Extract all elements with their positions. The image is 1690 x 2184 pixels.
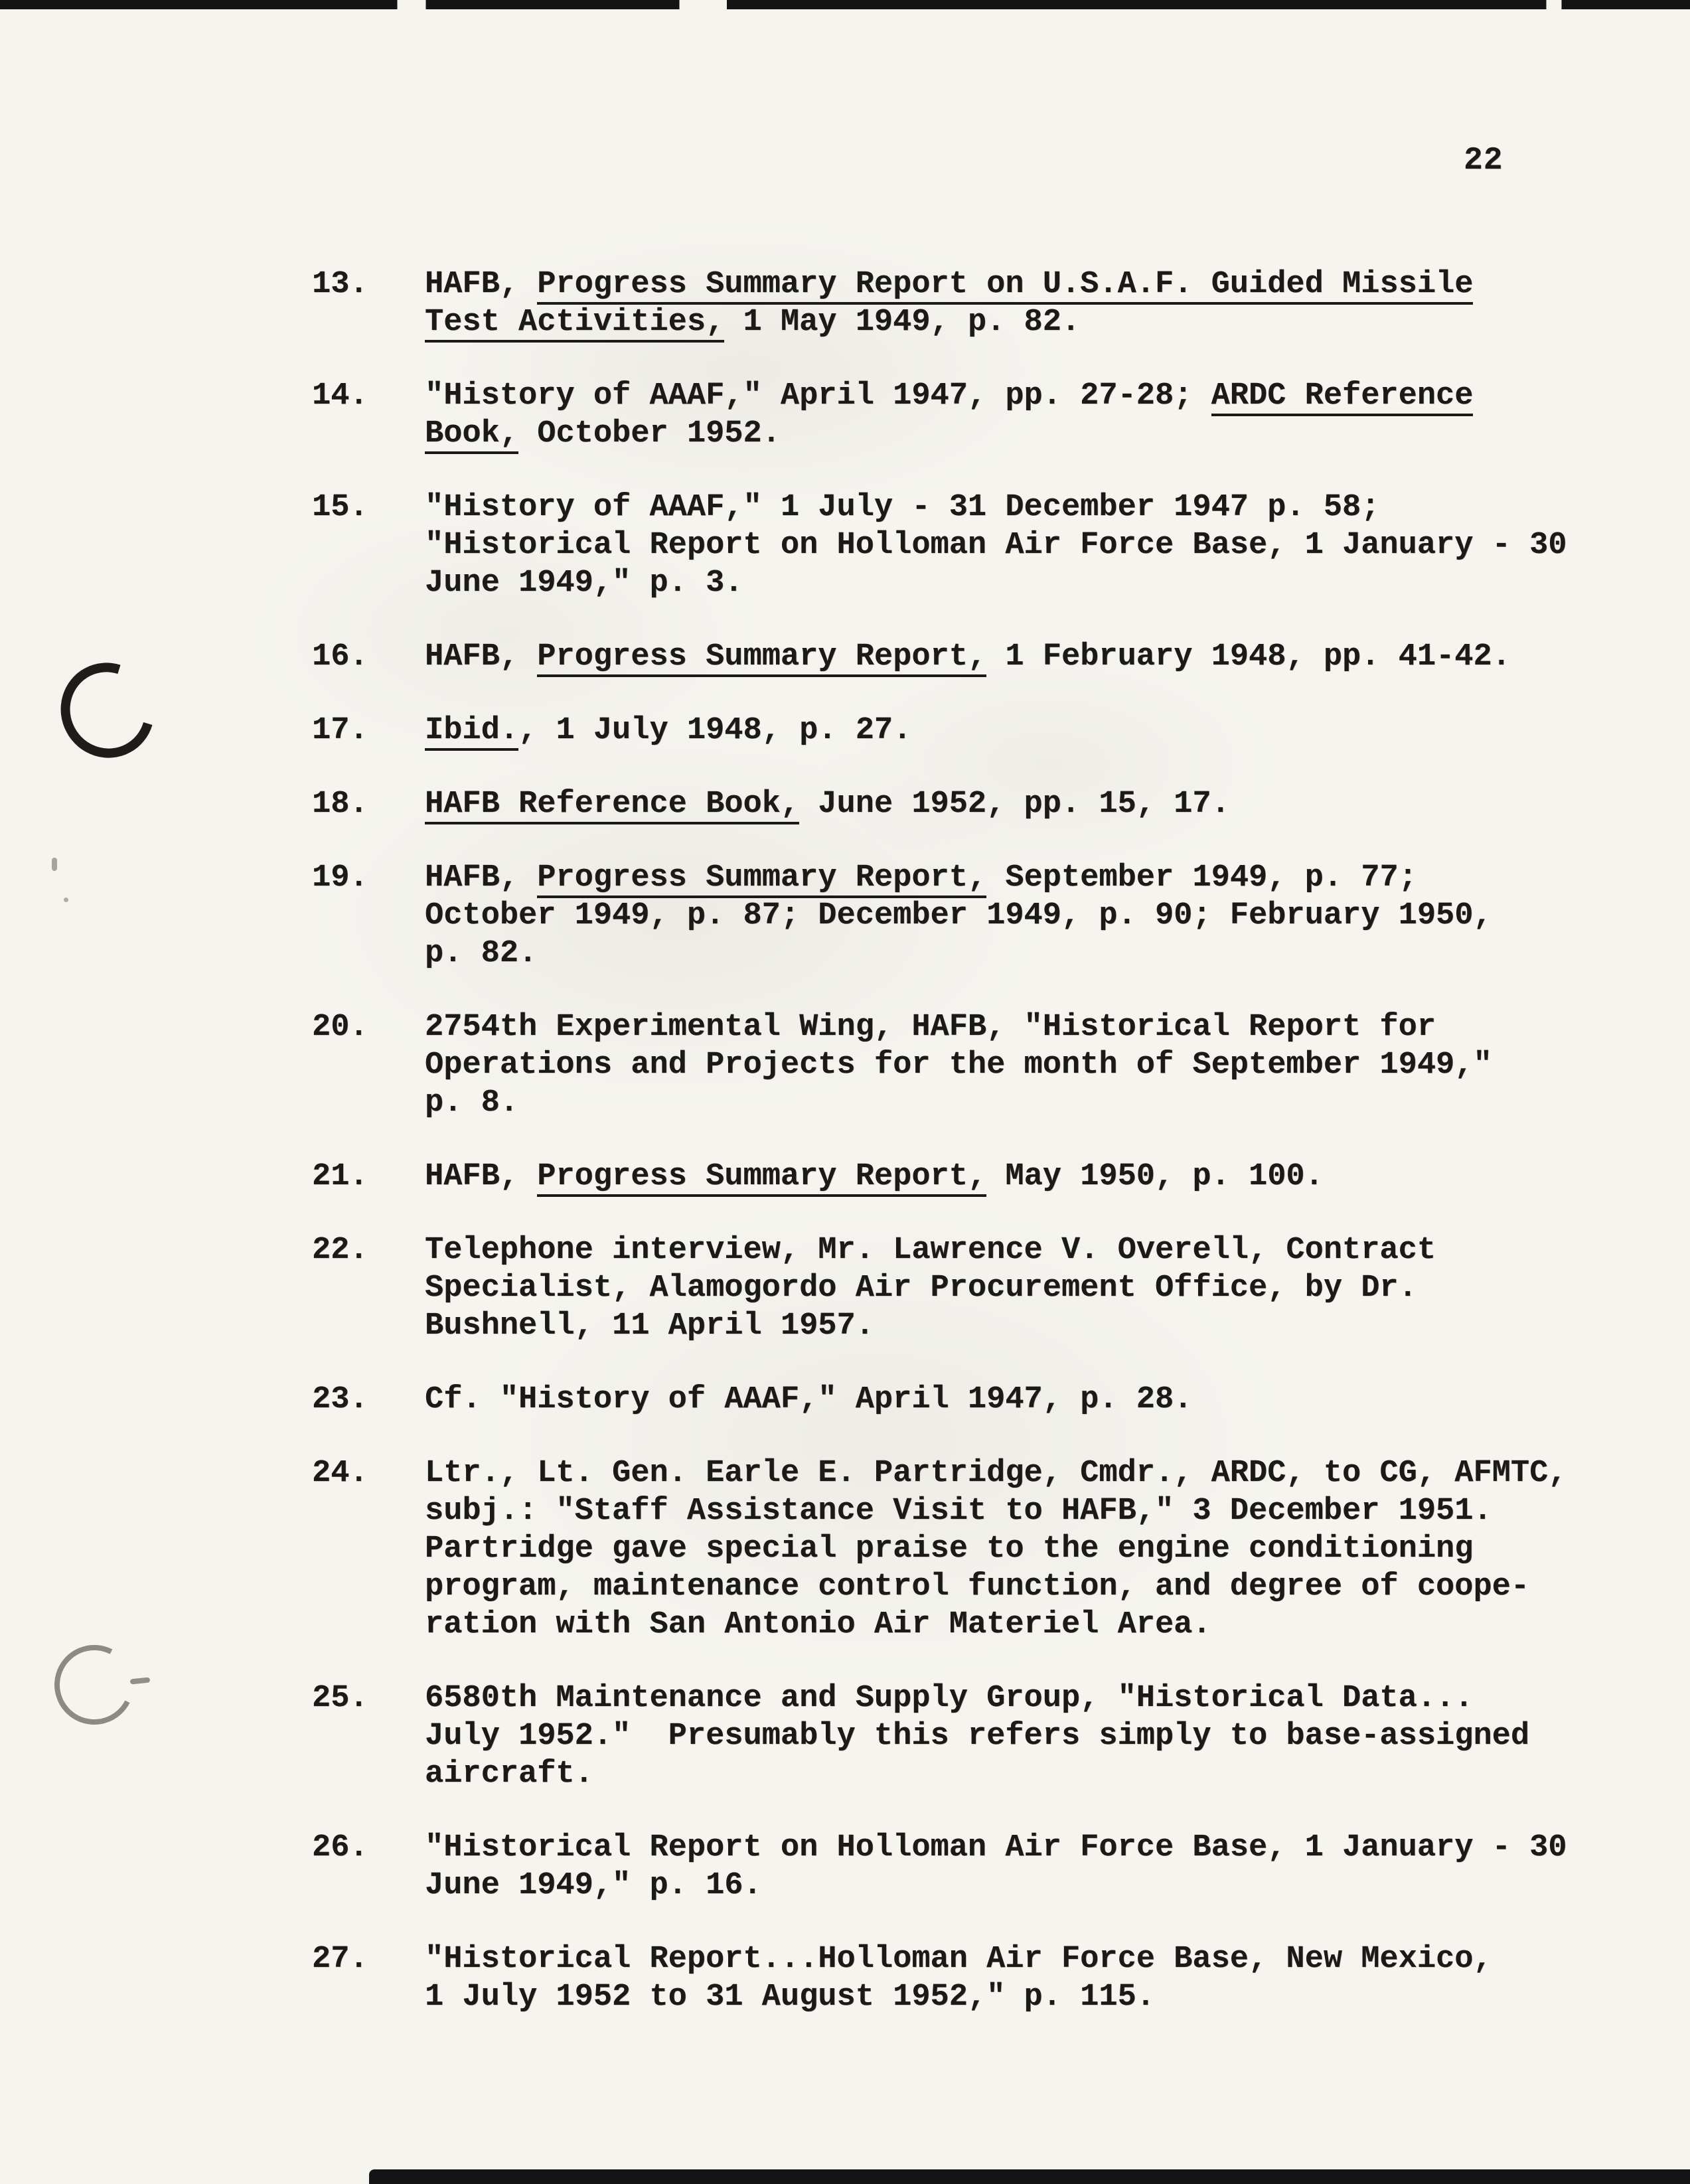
footnote-number: 27. [312, 1942, 368, 1977]
footnote-line [425, 1231, 1633, 1269]
text-segment: "History of AAAF," 1 July - 31 December 1947 p. 58; [425, 490, 1380, 525]
underlined-citation: Progress Summary Report, [537, 860, 986, 898]
text-segment: , 1 July 1948, p. 27. [518, 713, 912, 748]
text-segment: June 1949," p. 16. [425, 1868, 762, 1903]
footnote-item [312, 266, 1633, 341]
hole-punch-mark-bottom [44, 1634, 144, 1735]
footnote-number: 18. [312, 787, 368, 822]
footnote-number: 17. [312, 713, 368, 748]
page-number: 22 [1464, 143, 1503, 179]
underlined-citation: Test Activities, [425, 305, 724, 343]
footnote-line [425, 859, 1633, 897]
footnote-line [425, 415, 1633, 453]
scan-edge-artifact-bottom [369, 2169, 1690, 2184]
footnote-line [425, 897, 1633, 935]
footnote-text [425, 638, 1633, 676]
footnote-number: 21. [312, 1159, 368, 1194]
footnote-item [312, 1008, 1633, 1122]
text-segment: Bushnell, 11 April 1957. [425, 1308, 874, 1344]
text-segment: May 1950, p. 100. [986, 1159, 1324, 1194]
underlined-citation: Book, [425, 416, 518, 454]
footnote-text [425, 377, 1633, 453]
footnote-text [425, 1454, 1633, 1644]
text-segment: program, maintenance control function, and degree of coope- [425, 1569, 1530, 1604]
footnote-line [425, 1755, 1633, 1793]
footnote-list [312, 266, 1633, 2052]
text-segment: Partridge gave special praise to the engine conditioning [425, 1531, 1474, 1567]
footnote-text [425, 1008, 1633, 1122]
footnote-number: 26. [312, 1830, 368, 1865]
footnote-line [425, 1492, 1633, 1530]
footnote-item [312, 377, 1633, 453]
footnote-item [312, 785, 1633, 823]
footnote-text [425, 266, 1633, 341]
underlined-citation: HAFB Reference Book, [425, 787, 799, 824]
footnote-item [312, 1679, 1633, 1793]
footnote-line [425, 1867, 1633, 1905]
text-segment: "Historical Report on Holloman Air Force Base, 1 January - 30 [425, 1830, 1567, 1865]
footnote-item [312, 1231, 1633, 1345]
footnote-line [425, 1307, 1633, 1345]
footnote-item [312, 1158, 1633, 1196]
footnote-number: 14. [312, 378, 368, 414]
text-segment: 1 July 1952 to 31 August 1952," p. 115. [425, 1980, 1155, 2015]
text-segment: HAFB, [425, 639, 538, 674]
footnote-line [425, 564, 1633, 602]
underlined-citation: Progress Summary Report, [537, 639, 986, 677]
hole-punch-mark-top [44, 647, 171, 775]
footnote-item [312, 1381, 1633, 1419]
underlined-citation: Ibid. [425, 713, 518, 751]
footnote-text [425, 1679, 1633, 1793]
footnote-line [425, 1269, 1633, 1307]
footnote-line [425, 712, 1633, 749]
text-segment: HAFB, [425, 267, 538, 302]
footnote-line [425, 1829, 1633, 1867]
footnote-item [312, 489, 1633, 602]
footnote-line [425, 1158, 1633, 1196]
scan-speck [64, 897, 68, 902]
scan-edge-artifact-top [0, 0, 1690, 9]
footnote-line [425, 1568, 1633, 1606]
footnote-text [425, 1940, 1633, 2016]
underlined-citation: Progress Summary Report on U.S.A.F. Guided Missile [537, 267, 1473, 305]
text-segment: p. 8. [425, 1085, 519, 1121]
text-segment: Specialist, Alamogordo Air Procurement Office, by Dr. [425, 1271, 1417, 1306]
footnote-text [425, 712, 1633, 749]
underlined-citation: Progress Summary Report, [537, 1159, 986, 1197]
text-segment: October 1949, p. 87; December 1949, p. 90; February 1950, [425, 898, 1492, 933]
footnote-line [425, 377, 1633, 415]
text-segment: 6580th Maintenance and Supply Group, "Historical Data... [425, 1681, 1474, 1716]
footnote-text [425, 859, 1633, 973]
text-segment: HAFB, [425, 1159, 538, 1194]
underlined-citation: ARDC Reference [1211, 378, 1474, 416]
text-segment: 1 May 1949, p. 82. [724, 305, 1081, 340]
footnote-line [425, 1454, 1633, 1492]
footnote-line [425, 935, 1633, 973]
text-segment: "History of AAAF," April 1947, pp. 27-28; [425, 378, 1211, 414]
footnote-line [425, 1381, 1633, 1419]
footnote-item [312, 1940, 1633, 2016]
text-segment: October 1952. [518, 416, 781, 451]
text-segment: HAFB, [425, 860, 538, 896]
text-segment: p. 82. [425, 936, 538, 971]
footnote-line [425, 1606, 1633, 1644]
footnote-line [425, 1679, 1633, 1717]
footnote-number: 16. [312, 639, 368, 674]
footnote-text [425, 785, 1633, 823]
text-segment: Ltr., Lt. Gen. Earle E. Partridge, Cmdr., ARDC, to CG, AFMTC, [425, 1456, 1567, 1491]
footnote-line [425, 785, 1633, 823]
text-segment: June 1949," p. 3. [425, 566, 743, 601]
text-segment: July 1952." Presumably this refers simply to base-assigned [425, 1719, 1530, 1754]
footnote-line [425, 1046, 1633, 1084]
text-segment: "Historical Report on Holloman Air Force Base, 1 January - 30 [425, 528, 1567, 563]
footnote-line [425, 1978, 1633, 2016]
text-segment: ration with San Antonio Air Materiel Area. [425, 1607, 1211, 1642]
text-segment: Telephone interview, Mr. Lawrence V. Overell, Contract [425, 1233, 1436, 1268]
text-segment: Operations and Projects for the month of September 1949," [425, 1048, 1492, 1083]
footnote-number: 20. [312, 1010, 368, 1045]
footnote-item [312, 1454, 1633, 1644]
footnote-line [425, 638, 1633, 676]
footnote-item [312, 859, 1633, 973]
footnote-number: 15. [312, 490, 368, 525]
footnote-number: 25. [312, 1681, 368, 1716]
footnote-line [425, 526, 1633, 564]
text-segment: subj.: "Staff Assistance Visit to HAFB," 3 December 1951. [425, 1494, 1492, 1529]
footnote-line [425, 1530, 1633, 1568]
footnote-line [425, 1940, 1633, 1978]
footnote-line [425, 1084, 1633, 1122]
text-segment: aircraft. [425, 1756, 593, 1792]
footnote-line [425, 489, 1633, 526]
footnote-text [425, 1381, 1633, 1419]
footnote-number: 13. [312, 267, 368, 302]
footnote-line [425, 1008, 1633, 1046]
footnote-text [425, 1829, 1633, 1905]
text-segment: "Historical Report...Holloman Air Force Base, New Mexico, [425, 1942, 1492, 1977]
footnote-number: 23. [312, 1382, 368, 1417]
footnote-line [425, 1717, 1633, 1755]
footnote-line [425, 266, 1633, 303]
footnote-line [425, 303, 1633, 341]
footnote-number: 24. [312, 1456, 368, 1491]
text-segment: 2754th Experimental Wing, HAFB, "Historical Report for [425, 1010, 1436, 1045]
footnote-item [312, 638, 1633, 676]
footnote-number: 22. [312, 1233, 368, 1268]
text-segment: June 1952, pp. 15, 17. [799, 787, 1230, 822]
text-segment: Cf. "History of AAAF," April 1947, p. 28. [425, 1382, 1193, 1417]
footnote-text [425, 489, 1633, 602]
footnote-number: 19. [312, 860, 368, 896]
scan-speck [52, 858, 57, 871]
footnote-text [425, 1158, 1633, 1196]
footnote-text [425, 1231, 1633, 1345]
scan-speck [130, 1677, 151, 1684]
text-segment: 1 February 1948, pp. 41-42. [986, 639, 1511, 674]
text-segment: September 1949, p. 77; [986, 860, 1417, 896]
footnote-item [312, 1829, 1633, 1905]
footnote-item [312, 712, 1633, 749]
